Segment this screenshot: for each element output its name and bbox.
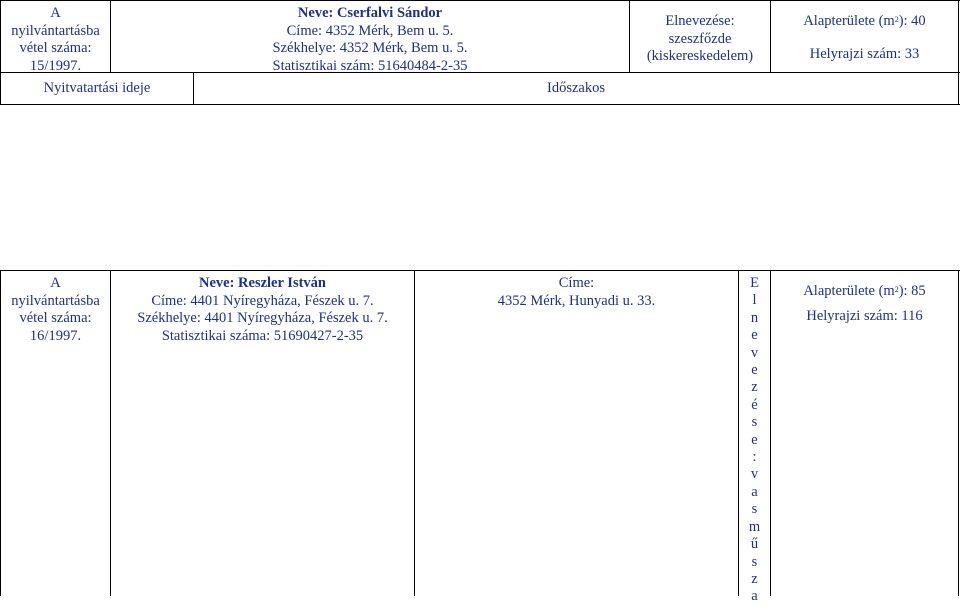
owner-cell-1	[111, 5, 629, 75]
owner-name: Neve: Cserfalvi Sándor	[297, 5, 443, 21]
owner-stat-number: Statisztikai száma: 51690427-2-35	[161, 327, 364, 344]
owner-address: Címe: 4352 Mérk, Bem u. 5.	[286, 22, 454, 39]
table2-divider-2	[414, 270, 415, 596]
opening-hours-value: Időszakos	[547, 80, 605, 96]
reg-line-3: vétel száma:	[19, 310, 92, 326]
reg-line-2: nyilvántartásba	[11, 292, 100, 309]
opening-hours-label: Nyitvatartási ideje	[43, 80, 151, 96]
parcel-number-1: Helyrajzi szám: 33	[809, 46, 920, 62]
reg-line-2: nyilvántartásba	[11, 22, 100, 39]
owner-cell-2	[111, 275, 414, 345]
table1-top-border	[0, 0, 960, 1]
table1-bottom-border	[0, 104, 960, 105]
registration-number-cell-1	[1, 5, 110, 75]
table2-right-border	[958, 270, 959, 596]
reg-line-1: A	[50, 5, 61, 21]
reg-number: 16/1997.	[29, 327, 82, 344]
owner-seat: Székhelye: 4401 Nyíregyháza, Fészek u. 7.	[137, 310, 388, 326]
owner-name: Neve: Reszler István	[199, 275, 326, 291]
table1-right-border	[958, 0, 959, 105]
owner-stat-number: Statisztikai szám: 51640484-2-35	[272, 57, 468, 74]
parcel-number-2: Helyrajzi szám: 116	[806, 308, 923, 324]
designation-note: (kiskereskedelem)	[646, 48, 754, 64]
registration-number-cell-2	[1, 275, 110, 345]
location-value: 4352 Mérk, Hunyadi u. 33.	[497, 292, 656, 309]
vertical-designation-2: E l n e v e z é s e : v a s m ű s z a	[748, 275, 761, 605]
designation-value: szeszfőzde	[668, 30, 732, 47]
location-label: Címe:	[558, 275, 595, 291]
reg-number: 15/1997.	[29, 57, 82, 74]
owner-address: Címe: 4401 Nyíregyháza, Fészek u. 7.	[151, 292, 374, 309]
area-1: Alapterülete $(m^2)$: 40	[803, 13, 926, 29]
area-2: Alapterülete $(m^2)$: 85	[803, 283, 926, 299]
table2-top-border	[0, 270, 960, 271]
reg-line-3: vétel száma:	[19, 40, 92, 56]
owner-seat: Székhelye: 4352 Mérk, Bem u. 5.	[272, 40, 468, 56]
reg-line-1: A	[50, 275, 61, 291]
location-cell-2	[415, 275, 738, 310]
designation-cell-1	[630, 13, 770, 66]
designation-label: Elnevezése:	[665, 13, 735, 29]
